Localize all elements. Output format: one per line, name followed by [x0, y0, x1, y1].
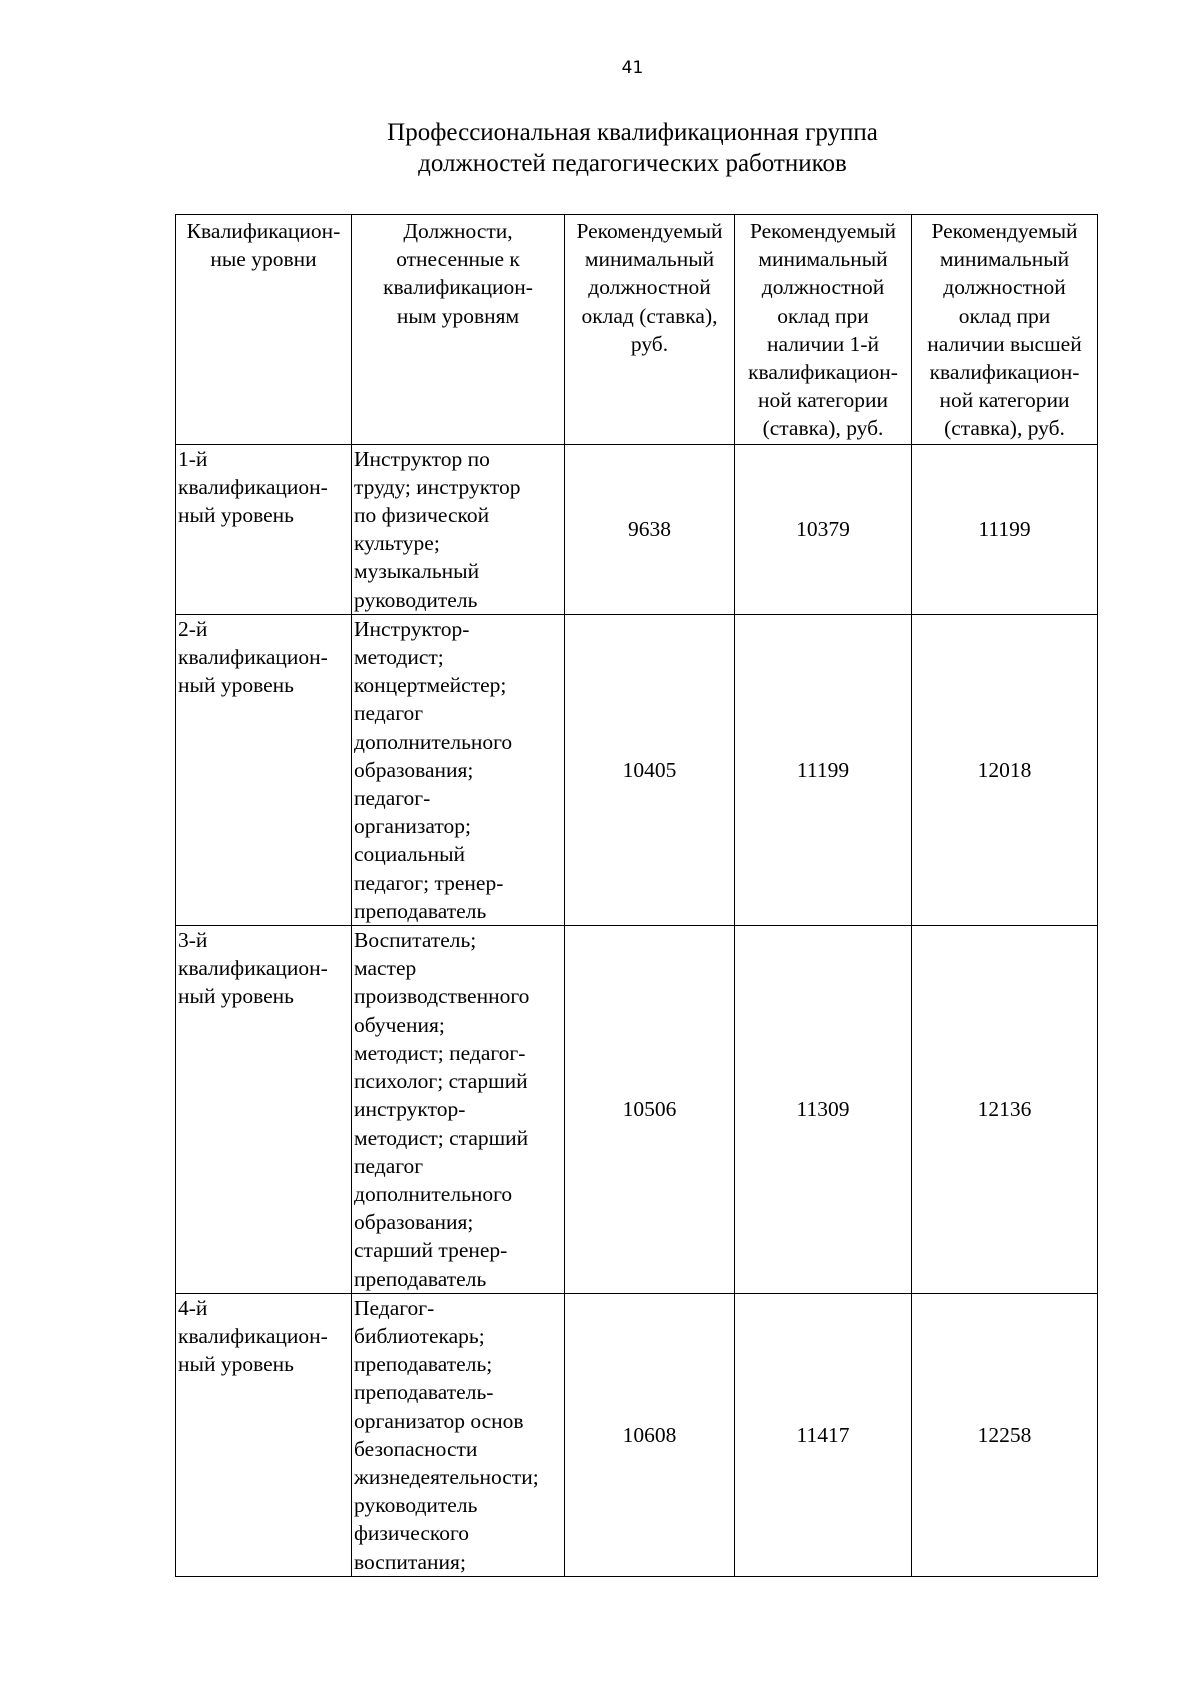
header-positions: Должности, отнесенные к квалификацион- ным уровням — [352, 215, 565, 445]
table-row — [176, 926, 1098, 1294]
first-category-salary-cell: 11417 — [735, 1293, 912, 1576]
highest-category-salary-cell: 12136 — [912, 926, 1098, 1294]
header-first-category-salary: Рекомендуемый минимальный должностной оклад при наличии 1-й квалификацион- ной категории (ставка), руб. — [735, 215, 912, 445]
first-category-salary-cell: 10379 — [735, 444, 912, 614]
positions-cell: Воспитатель; мастер производственного обучения; методист; педагог- психолог; старший инструктор- методист; старший педагог дополнительного образования; старший тренер- преподаватель — [352, 926, 565, 1294]
qualification-level-cell: 3-й квалификацион- ный уровень — [176, 926, 352, 1294]
base-salary-cell: 10608 — [565, 1293, 735, 1576]
table-header-row — [176, 215, 1098, 445]
header-base-salary: Рекомендуемый минимальный должностной оклад (ставка), руб. — [565, 215, 735, 445]
highest-category-salary-cell: 12258 — [912, 1293, 1098, 1576]
base-salary-cell: 10506 — [565, 926, 735, 1294]
table-row — [176, 1293, 1098, 1576]
page-number: 41 — [621, 58, 644, 78]
page-title — [0, 117, 1200, 179]
base-salary-cell: 9638 — [565, 444, 735, 614]
qualification-table — [175, 214, 1098, 1577]
first-category-salary-cell: 11309 — [735, 926, 912, 1294]
table-row — [176, 444, 1098, 614]
positions-cell: Инструктор по труду; инструктор по физической культуре; музыкальный руководитель — [352, 444, 565, 614]
highest-category-salary-cell: 11199 — [912, 444, 1098, 614]
page-title-line-1: Профессиональная квалификационная группа — [387, 119, 878, 146]
qualification-level-cell: 4-й квалификацион- ный уровень — [176, 1293, 352, 1576]
page-title-line-2: должностей педагогических работников — [418, 150, 847, 177]
qualification-level-cell: 1-й квалификацион- ный уровень — [176, 444, 352, 614]
header-qualification-levels: Квалификацион- ные уровни — [176, 215, 352, 445]
first-category-salary-cell: 11199 — [735, 614, 912, 925]
highest-category-salary-cell: 12018 — [912, 614, 1098, 925]
positions-cell: Педагог- библиотекарь; преподаватель; преподаватель- организатор основ безопасности жизнедеятельности; руководитель физического воспитания; — [352, 1293, 565, 1576]
table-row — [176, 614, 1098, 925]
base-salary-cell: 10405 — [565, 614, 735, 925]
qualification-level-cell: 2-й квалификацион- ный уровень — [176, 614, 352, 925]
header-highest-category-salary: Рекомендуемый минимальный должностной оклад при наличии высшей квалификацион- ной категории (ставка), руб. — [912, 215, 1098, 445]
positions-cell: Инструктор- методист; концертмейстер; педагог дополнительного образования; педагог- организатор; социальный педагог; тренер- преподаватель — [352, 614, 565, 925]
